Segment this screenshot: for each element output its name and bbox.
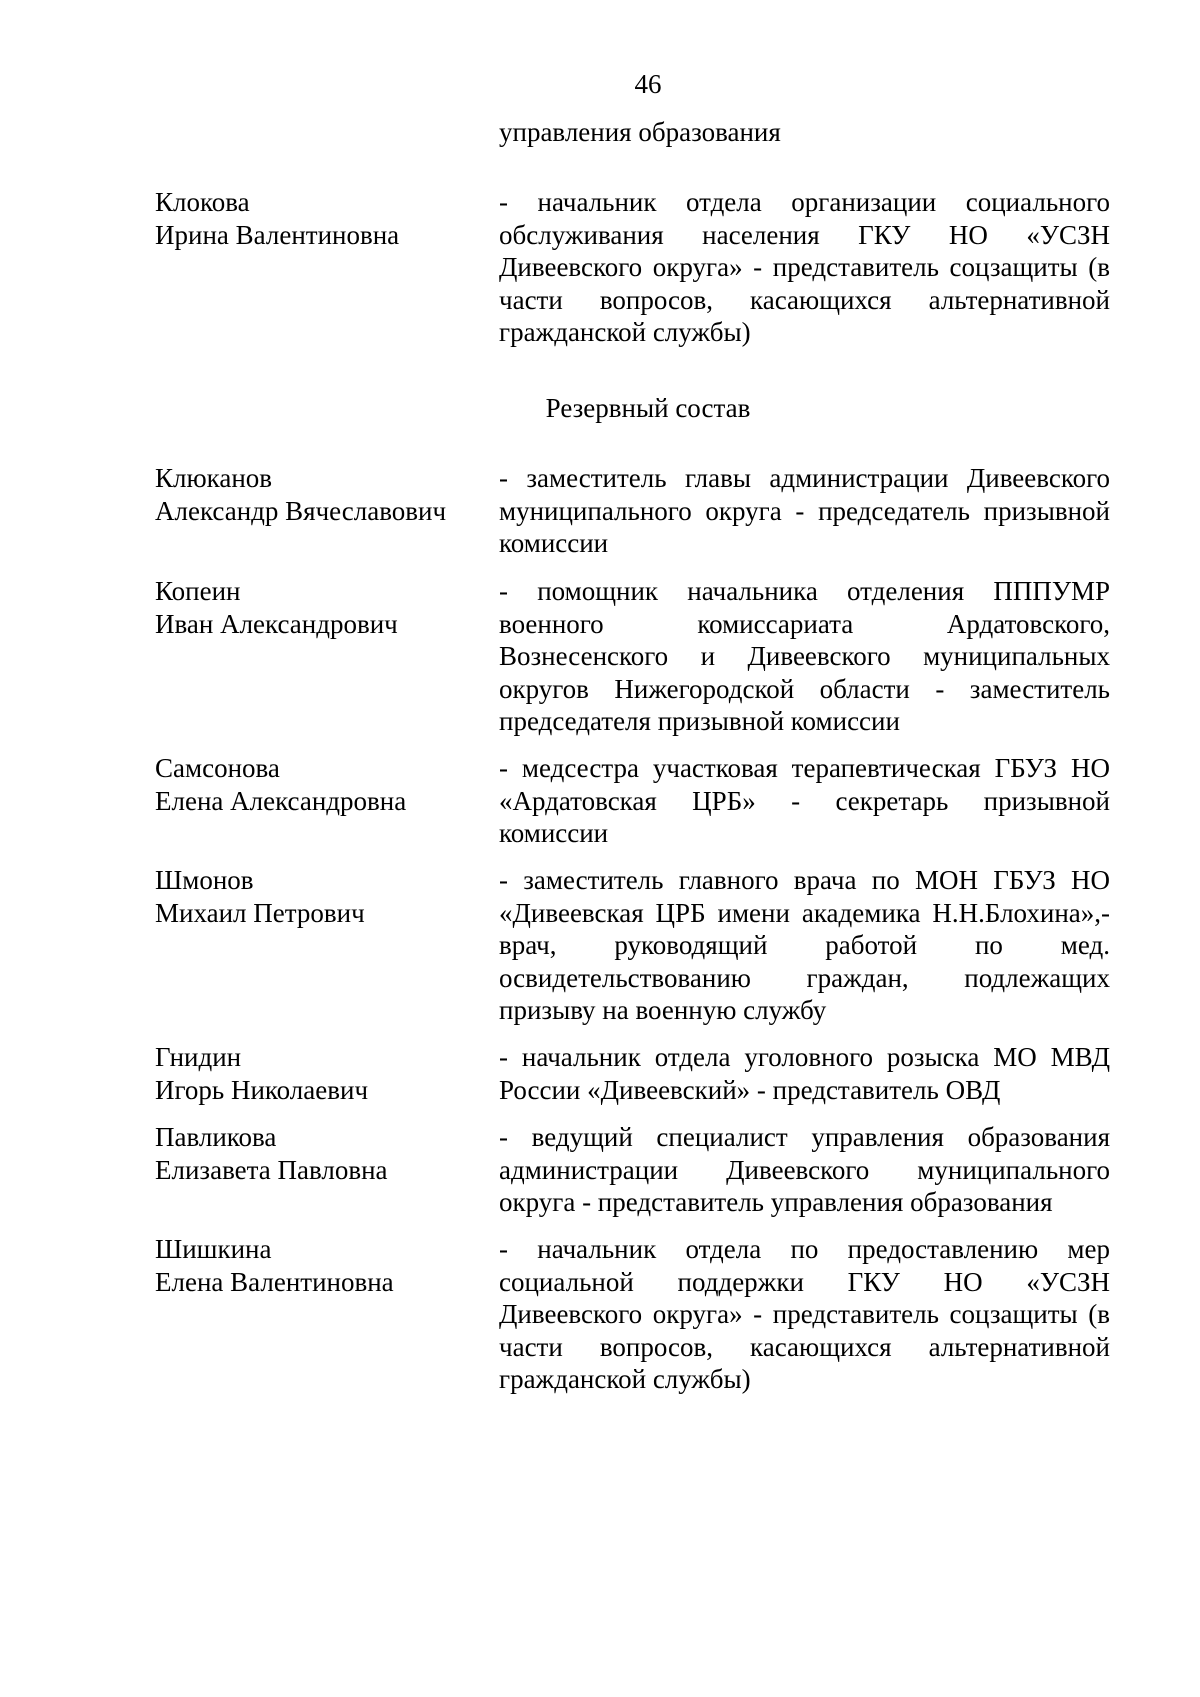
person-role: - заместитель главы администрации Дивеевского муниципального округа - председатель призывной комиссии (499, 463, 1110, 558)
person-role: - начальник отдела организации социального обслуживания населения ГКУ НО «УСЗН Дивеевского округа» - представитель соцзащиты (в части вопросов, касающихся альтернативной гражданской службы) (499, 187, 1110, 347)
person-role: - ведущий специалист управления образования администрации Дивеевского муниципального округа - представитель управления образования (499, 1122, 1110, 1217)
person-role: - помощник начальника отделения ПППУМР военного комиссариата Ардатовского, Вознесенского и Дивеевского муниципальных округов Нижегородской области - заместитель председателя призывной комиссии (499, 576, 1110, 736)
person-role: - начальник отдела уголовного розыска МО МВД России «Дивеевский» - представитель ОВД (499, 1042, 1110, 1105)
person-role: - заместитель главного врача по МОН ГБУЗ НО «Дивеевская ЦРБ имени академика Н.Н.Блохина»,- врач, руководящий работой по мед. освидетельствованию граждан, подлежащих призыву на военную службу (499, 865, 1110, 1025)
reserve-section-title: Резервный состав (545, 393, 751, 423)
person-name: Павликова Елизавета Павловна (155, 1122, 388, 1185)
person-name: Шмонов Михаил Петрович (155, 865, 365, 928)
person-name: Самсонова Елена Александровна (155, 753, 407, 816)
person-name: Гнидин Игорь Николаевич (155, 1042, 369, 1105)
person-name: Копеин Иван Александрович (155, 576, 398, 639)
person-name: Клокова Ирина Валентиновна (155, 187, 400, 250)
person-name: Шишкина Елена Валентиновна (155, 1234, 394, 1297)
person-role: - начальник отдела по предоставлению мер социальной поддержки ГКУ НО «УСЗН Дивеевского округа» - представитель соцзащиты (в части вопросов, касающихся альтернативной гражданской службы) (499, 1234, 1110, 1394)
continuation-text: управления образования (499, 117, 781, 147)
page-number: 46 (634, 69, 662, 99)
person-name: Клюканов Александр Вячеславович (155, 463, 447, 526)
person-role: - медсестра участковая терапевтическая ГБУЗ НО «Ардатовская ЦРБ» - секретарь призывной комиссии (499, 753, 1110, 848)
